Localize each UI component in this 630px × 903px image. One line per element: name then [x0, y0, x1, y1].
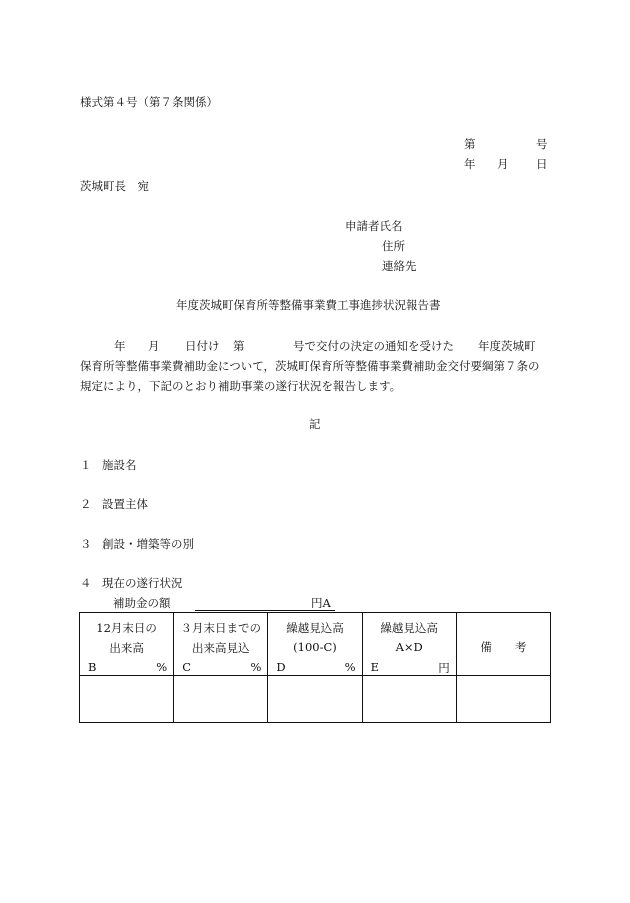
- date-month: 月: [497, 157, 509, 171]
- document-number-line: [464, 137, 548, 151]
- header-cell-b: [80, 613, 174, 676]
- body-line-2: 保育所等整備事業費補助金について，茨城町保育所等整備事業費補助金交付要綱第７条の: [80, 359, 540, 373]
- item-label: 施設名: [102, 458, 137, 472]
- body-end: 年度茨城町: [478, 339, 536, 353]
- input-cell-d[interactable]: [268, 676, 362, 723]
- item-construction-type: [80, 537, 194, 551]
- header-line1: 繰越見込高: [286, 621, 344, 635]
- item-number: ２: [80, 497, 92, 511]
- progress-table: [79, 612, 551, 723]
- input-cell-c[interactable]: [174, 676, 268, 723]
- input-cell-remarks[interactable]: [456, 676, 550, 723]
- table-header-row: [80, 613, 551, 676]
- header-cell-remarks: [456, 613, 550, 676]
- body-year: 年: [114, 339, 126, 353]
- subsidy-amount-line: [113, 596, 331, 610]
- date-day: 日: [536, 157, 548, 171]
- header-unit: %: [156, 660, 168, 674]
- document-title: 年度茨城町保育所等整備事業費工事進捗状況報告書: [176, 298, 441, 312]
- item-label: 現在の遂行状況: [102, 576, 183, 590]
- form-number: 様式第４号（第７条関係）: [80, 95, 218, 109]
- item-label: 創設・増築等の別: [102, 537, 194, 551]
- subsidy-unit: 円A: [311, 596, 331, 610]
- header-unit: %: [344, 660, 356, 674]
- item-facility-name: [80, 458, 137, 472]
- body-line-3: 規定により，下記のとおり補助事業の遂行状況を報告します。: [80, 379, 402, 393]
- item-label: 設置主体: [102, 497, 148, 511]
- item-current-status: [80, 576, 183, 590]
- body-month: 月: [148, 339, 160, 353]
- input-cell-b[interactable]: [80, 676, 174, 723]
- body-paragraph: [80, 336, 560, 396]
- item-number: １: [80, 458, 92, 472]
- header-letter: E: [370, 660, 379, 674]
- header-cell-d: [268, 613, 362, 676]
- note-heading: 記: [309, 417, 321, 431]
- body-line-1: [80, 336, 560, 356]
- table-row: [80, 676, 551, 723]
- header-cell-e: [362, 613, 456, 676]
- header-line2: A×D: [395, 640, 423, 654]
- item-establisher: [80, 497, 148, 511]
- subsidy-label: 補助金の額: [113, 596, 171, 610]
- header-remarks: 備 考: [480, 640, 527, 654]
- applicant-contact-label: 連絡先: [382, 259, 417, 273]
- addressee: 茨城町長 宛: [80, 179, 149, 193]
- input-cell-e[interactable]: [362, 676, 456, 723]
- number-prefix: 第: [464, 137, 476, 151]
- header-unit: %: [250, 660, 262, 674]
- header-line2: 出来高見込: [192, 641, 250, 655]
- date-line: [464, 157, 548, 171]
- header-letter: B: [88, 660, 97, 674]
- header-cell-c: [174, 613, 268, 676]
- header-line1: 12月末日の: [96, 621, 157, 635]
- applicant-name-label: 申請者氏名: [345, 219, 403, 233]
- header-line2: (100-C): [293, 640, 337, 654]
- number-suffix: 号: [536, 137, 548, 151]
- item-number: ４: [80, 576, 92, 590]
- header-line1: ３月末日までの: [180, 621, 262, 635]
- item-number: ３: [80, 537, 92, 551]
- body-no: 第: [233, 339, 245, 353]
- body-dated: 日付け: [185, 339, 220, 353]
- date-year: 年: [464, 157, 476, 171]
- header-unit: 円: [438, 661, 450, 675]
- header-letter: D: [276, 660, 286, 674]
- header-letter: C: [182, 660, 191, 674]
- header-line1: 繰越見込高: [380, 621, 438, 635]
- applicant-address-label: 住所: [382, 239, 405, 253]
- body-after: 号で交付の決定の通知を受けた: [293, 339, 454, 353]
- header-line2: 出来高: [109, 641, 144, 655]
